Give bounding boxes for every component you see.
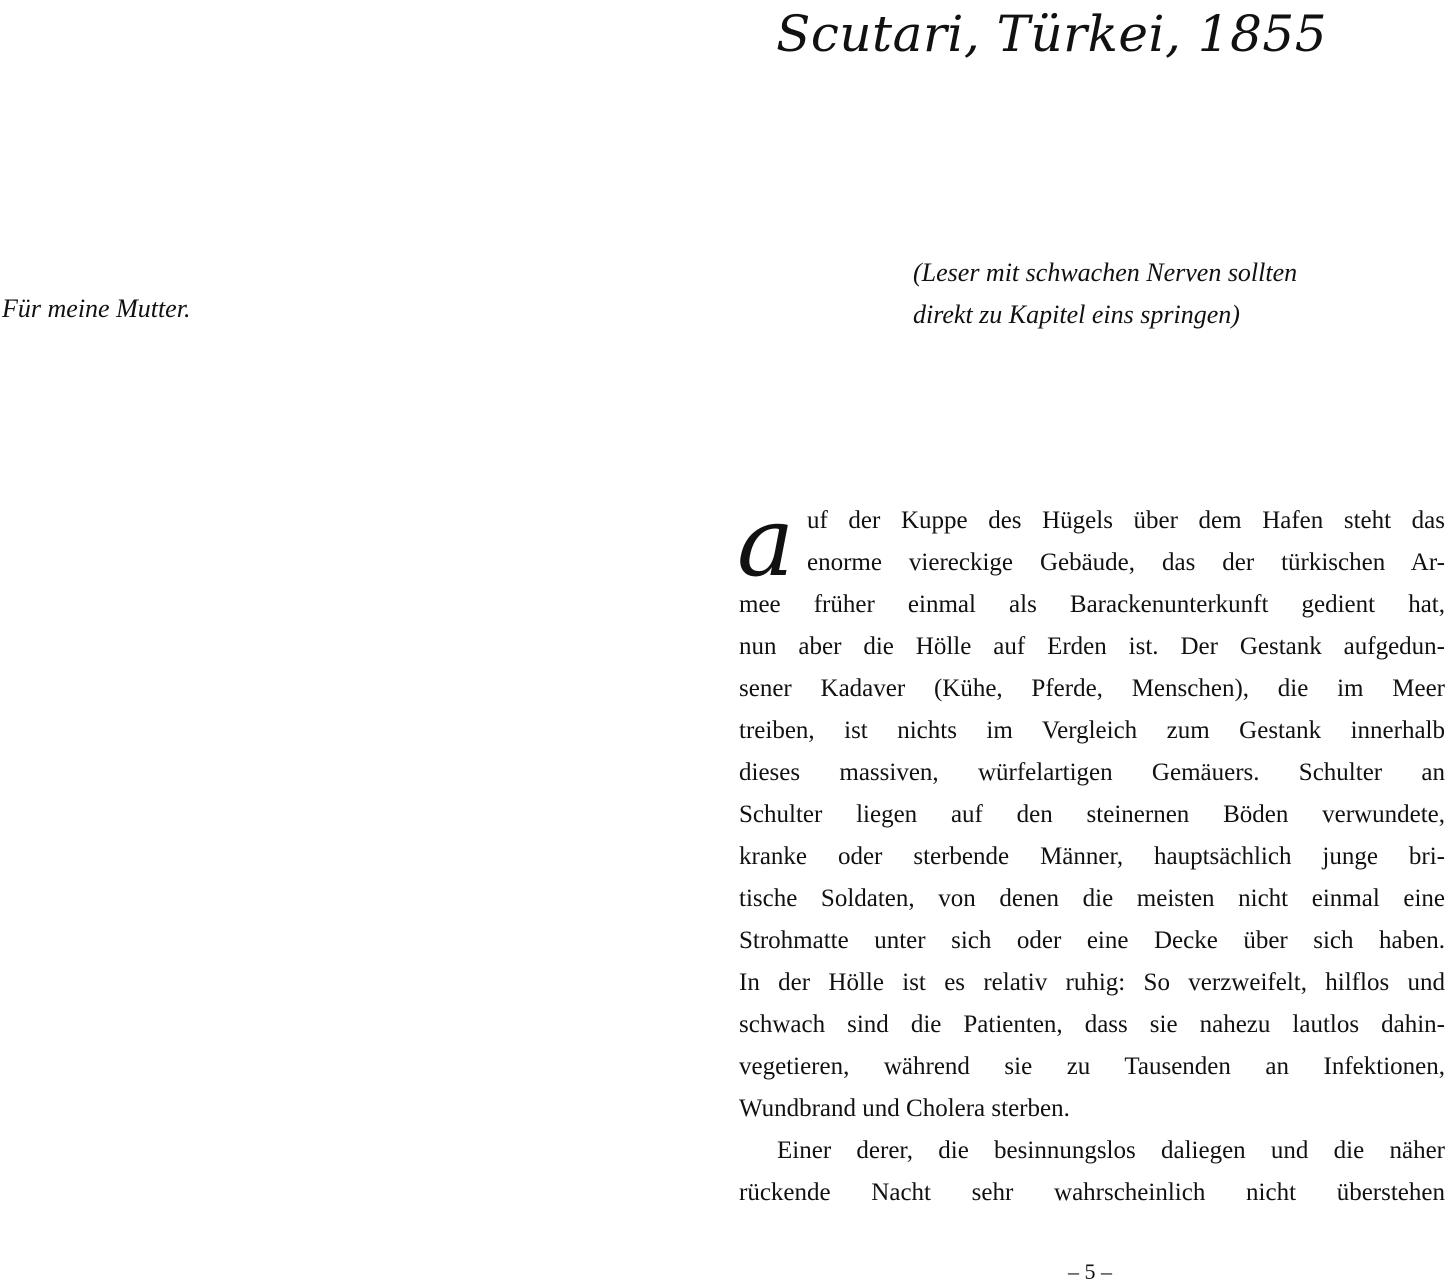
text-line: enorme viereckige Gebäude, das der türkischen Ar-: [807, 549, 1445, 576]
text-line: vegetieren, während sie zu Tausenden an Infektionen,: [739, 1053, 1445, 1080]
text-line: mee früher einmal als Barackenunterkunft gedient hat,: [739, 591, 1445, 618]
text-line: rückende Nacht sehr wahrscheinlich nicht überstehen: [739, 1179, 1445, 1206]
reader-warning: [913, 252, 1297, 336]
text-line: schwach sind die Patienten, dass sie nahezu lautlos dahin-: [739, 1011, 1445, 1038]
text-line: nun aber die Hölle auf Erden ist. Der Gestank aufgedun-: [739, 633, 1445, 660]
reader-warning-line: (Leser mit schwachen Nerven sollten: [913, 258, 1298, 287]
text-line: kranke oder sterbende Männer, hauptsächlich junge bri-: [739, 843, 1445, 870]
text-line: tische Soldaten, von denen die meisten nicht einmal eine: [739, 885, 1445, 912]
text-line: Schulter liegen auf den steinernen Böden verwundete,: [739, 801, 1445, 828]
drop-cap: a: [737, 486, 795, 598]
text-line: In der Hölle ist es relativ ruhig: So verzweifelt, hilflos und: [739, 969, 1445, 996]
text-line: treiben, ist nichts im Vergleich zum Gestank innerhalb: [739, 717, 1445, 744]
text-line: sener Kadaver (Kühe, Pferde, Menschen), die im Meer: [739, 675, 1445, 702]
text-line: dieses massiven, würfelartigen Gemäuers. Schulter an: [739, 759, 1445, 786]
dedication: Für meine Mutter.: [2, 294, 191, 323]
text-line: Strohmatte unter sich oder eine Decke über sich haben.: [739, 927, 1445, 954]
reader-warning-line: direkt zu Kapitel eins springen): [913, 300, 1240, 329]
chapter-body-text: [737, 486, 1445, 1214]
chapter-title: Scutari, Türkei, 1855: [776, 5, 1327, 63]
text-line: Einer derer, die besinnungslos daliegen und die näher: [777, 1137, 1445, 1164]
page-number: – 5 –: [1068, 1259, 1112, 1284]
text-line: Wundbrand und Cholera sterben.: [739, 1095, 1070, 1122]
text-line: uf der Kuppe des Hügels über dem Hafen steht das: [807, 507, 1445, 534]
